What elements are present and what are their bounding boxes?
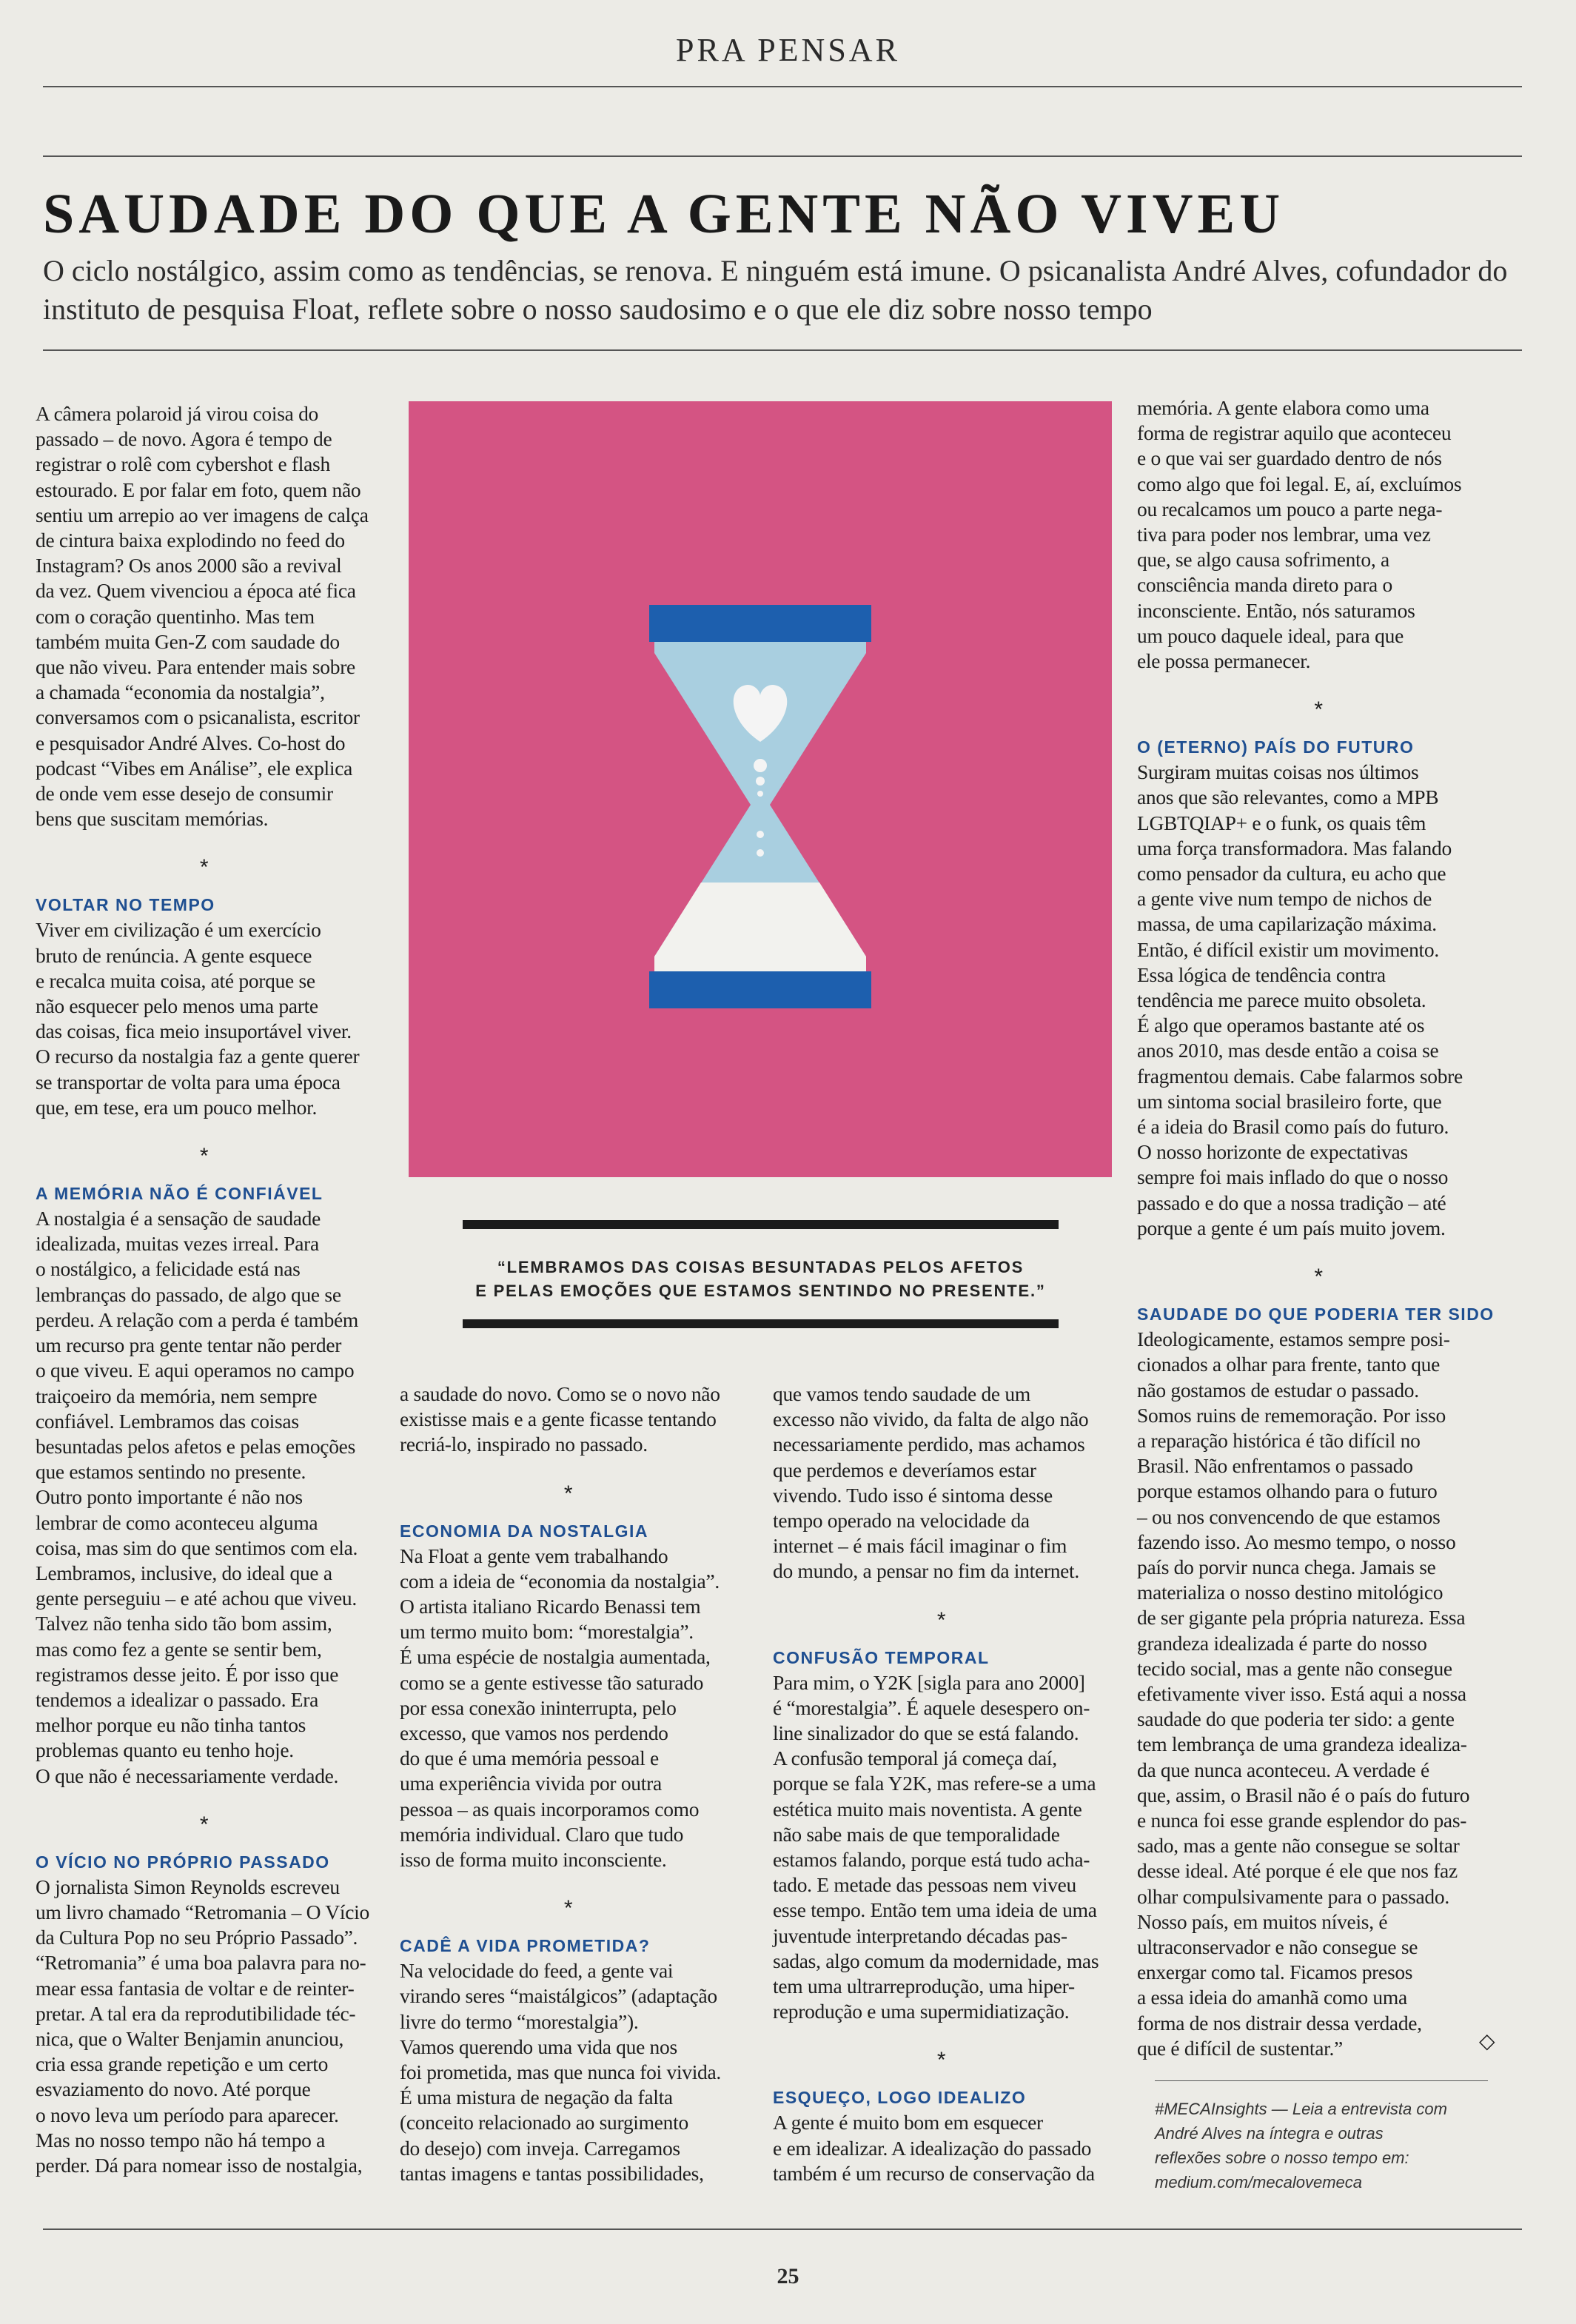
section-separator: * [563, 1896, 573, 1921]
section-heading: O (ETERNO) PAÍS DO FUTURO [1137, 737, 1415, 757]
section-body: A gente é muito bom em esquecer e em idealizar. A idealização do passado também é um recurso de conservação da [773, 2111, 1095, 2185]
footer-rule [43, 2228, 1522, 2230]
section-heading: SAUDADE DO QUE PODERIA TER SIDO [1137, 1305, 1495, 1325]
section-separator: * [199, 855, 209, 880]
section-separator: * [1314, 697, 1323, 723]
article-title: SAUDADE DO QUE A GENTE NÃO VIVEU [43, 183, 1285, 245]
section-heading: CADÊ A VIDA PROMETIDA? [400, 1936, 651, 1956]
pull-quote-top-rule [463, 1220, 1059, 1229]
end-mark-icon: ◇ [1479, 2029, 1495, 2053]
section-body: Ideologicamente, estamos sempre posi- cionados a olhar para frente, tanto que não gostamos de estudar o passado. Somos ruins de rememoração. Por isso a reparação histórica é tão difícil no Brasil. Não enfrentamos o passado porque estamos olhando para o futuro – ou nos convencendo de que estamos fazendo isso. Ao mesmo tempo, o nosso país do porvir nunca chega. Jamais se materializa o nosso destino mitológico de ser gigante pela própria natureza. Essa grandeza idealizada é parte do nosso tecido social, mas a gente não consegue efetivamente viver isso. Está aqui a nossa saudade do que poderia ter sido: a gente tem lembrança de uma grandeza idealiza- da que nunca aconteceu. A verdade é que, assim, o Brasil não é o país do futuro e nunca foi esse grande esplendor do pas- sado, mas a gente não consegue se soltar desse ideal. Até porque é ele que nos faz olhar compulsivamente para o passado. Nosso país, em muitos níveis, é ultraconservador e não consegue se enxergar como tal. Ficamos presos a essa ideia do amanhã como uma forma de nos distrair dessa verdade, que é difícil de sustentar.” [1137, 1327, 1470, 2060]
section-body: a saudade do novo. Como se o novo não existisse mais e a gente ficasse tentando recriá-lo, inspirado no passado. [400, 1382, 720, 1456]
section-body: que vamos tendo saudade de um excesso não vivido, da falta de algo não necessariamente perdido, mas achamos que perdemos e deveríamos estar vivendo. Tudo isso é sintoma desse tempo operado na velocidade da internet – é mais fácil imaginar o fim do mundo, a pensar no fim da internet. [773, 1382, 1089, 1583]
section-heading: A MEMÓRIA NÃO É CONFIÁVEL [36, 1184, 323, 1204]
section-separator: * [563, 1481, 573, 1506]
section-body: Surgiram muitas coisas nos últimos anos que são relevantes, como a MPB LGBTQIAP+ e o funk, os quais têm uma força transformadora. Mas falando como pensador da cultura, eu acho que a gente vive num tempo de nichos de massa, de uma capilarização máxima. Então, é difícil existir um movimento. Essa lógica de tendência contra tendência me parece muito obsoleta. É algo que operamos bastante até os anos 2010, mas desde então a coisa se fragmentou demais. Cabe falarmos sobre um sintoma social brasileiro forte, que é a ideia do Brasil como país do futuro. O nosso horizonte de expectativas sempre foi mais inflado do que o nosso passado e do que a nossa tradição – até porque a gente é um país muito jovem. [1137, 760, 1463, 1239]
pull-quote-bottom-rule [463, 1319, 1059, 1328]
intro-paragraph: A câmera polaroid já virou coisa do passado – de novo. Agora é tempo de registrar o rolê com cybershot e flash estourado. E por falar em foto, quem não sentiu um arrepio ao ver imagens de calça de cintura baixa explodindo no feed do Instagram? Os anos 2000 são a revival da vez. Quem vivenciou a época até fica com o coração quentinho. Mas tem também muita Gen-Z com saudade do que não viveu. Para entender mais sobre a chamada “economia da nostalgia”, conversamos com o psicanalista, escritor e pesquisador André Alves. Co-host do podcast “Vibes em Análise”, ele explica de onde vem esse desejo de consumir bens que suscitam memórias. [36, 402, 369, 831]
section-body: Na Float a gente vem trabalhando com a ideia de “economia da nostalgia”. O artista italiano Ricardo Benassi tem um termo muito bom: “morestalgia”. É uma espécie de nostalgia aumentada, como se a gente estivesse tão saturado por essa conexão ininterrupta, pelo excesso, que vamos nos perdendo do que é uma memória pessoal e uma experiência vivida por outra pessoa – as quais incorporamos como memória individual. Claro que tudo isso de forma muito inconsciente. [400, 1544, 720, 1872]
hourglass-illustration [409, 401, 1112, 1177]
section-separator: * [1314, 1265, 1323, 1290]
insights-note: #MECAInsights — Leia a entrevista com André Alves na íntegra e outras reflexões sobre o nosso tempo em: medium.com/mecalovemeca [1155, 2100, 1447, 2191]
section-separator: * [199, 1812, 209, 1837]
hourglass-icon [409, 401, 1112, 1177]
pull-quote: “LEMBRAMOS DAS COISAS BESUNTADAS PELOS AFETOS E PELAS EMOÇÕES QUE ESTAMOS SENTINDO NO PRESENTE.” [475, 1258, 1046, 1300]
section-body: Viver em civilização é um exercício bruto de renúncia. A gente esquece e recalca muita coisa, até porque se não esquecer pelo menos uma parte das coisas, fica meio insuportável viver. O recurso da nostalgia faz a gente querer se transportar de volta para uma época que, em tese, era um pouco melhor. [36, 918, 360, 1119]
insights-rule [1155, 2080, 1488, 2081]
article-deck: O ciclo nostálgico, assim como as tendências, se renova. E ninguém está imune. O psicanalista André Alves, cofundador do instituto de pesquisa Float, reflete sobre o nosso saudosimo e o que ele diz sobre nosso tempo [43, 254, 1508, 326]
section-label: PRA PENSAR [676, 32, 900, 68]
page-number: 25 [777, 2264, 799, 2288]
section-heading: O VÍCIO NO PRÓPRIO PASSADO [36, 1852, 330, 1872]
column-1 [36, 401, 372, 2178]
title-top-rule [43, 155, 1522, 157]
section-heading: ESQUEÇO, LOGO IDEALIZO [773, 2088, 1027, 2108]
section-heading: ECONOMIA DA NOSTALGIA [400, 1521, 649, 1541]
section-body: Na velocidade do feed, a gente vai virando seres “maistálgicos” (adaptação livre do termo “morestalgia”). Vamos querendo uma vida que nos foi prometida, mas que nunca foi vivida. É uma mistura de negação da falta (conceito relacionado ao surgimento do desejo) com inveja. Carregamos tantas imagens e tantas possibilidades, [400, 1959, 721, 2185]
header-rule [43, 86, 1522, 87]
column-2 [400, 1382, 737, 2186]
section-separator: * [936, 1607, 946, 1633]
column-3 [773, 1382, 1110, 2186]
section-body: O jornalista Simon Reynolds escreveu um livro chamado “Retromania – O Vício da Cultura Pop no seu Próprio Passado”. “Retromania” é uma boa palavra para no- mear essa fantasia de voltar e de reinter- pretar. A tal era da reprodutibilidade téc- nica, que o Walter Benjamin anunciou, cria essa grande repetição e um certo esvaziamento do novo. Até porque o novo leva um período para aparecer. Mas no nosso tempo não há tempo a perder. Dá para nomear isso de nostalgia, [36, 1875, 369, 2177]
section-body: A nostalgia é a sensação de saudade idealizada, muitas vezes irreal. Para o nostálgico, a felicidade está nas lembranças do passado, de algo que se perdeu. A relação com a perda é também um recurso pra gente tentar não perder o que viveu. E aqui operamos no campo traiçoeiro da memória, nem sempre confiável. Lembramos das coisas besuntadas pelos afetos e pelas emoções que estamos sentindo no presente. Outro ponto importante é não nos lembrar de como aconteceu alguma coisa, mas sim do que sentimos com ela. Lembramos, inclusive, do ideal que a gente perseguiu – e até achou que viveu. Talvez não tenha sido tão bom assim, mas como fez a gente se sentir bem, registramos desse jeito. É por isso que tendemos a idealizar o passado. Era melhor porque eu não tinha tantos problemas quanto eu tenho hoje. O que não é necessariamente verdade. [36, 1207, 359, 1787]
section-separator: * [199, 1144, 209, 1169]
section-heading: VOLTAR NO TEMPO [36, 895, 215, 915]
section-heading: CONFUSÃO TEMPORAL [773, 1647, 990, 1667]
deck-rule [43, 349, 1522, 351]
section-body: memória. A gente elabora como uma forma de registrar aquilo que aconteceu e o que vai ser guardado dentro de nós como algo que foi legal. E, aí, excluímos ou recalcamos um pouco a parte nega- tiva para poder nos lembrar, uma vez que, se algo causa sofrimento, a consciência manda direto para o inconsciente. Então, nós saturamos um pouco daquele ideal, para que ele possa permanecer. [1137, 396, 1462, 673]
column-4 [1137, 395, 1500, 2061]
section-body: Para mim, o Y2K [sigla para ano 2000] é “morestalgia”. É aquele desespero on- line sinalizador do que se está falando. A confusão temporal já começa daí, porque se fala Y2K, mas refere-se a uma estética muito mais noventista. A gente não sabe mais de que temporalidade estamos falando, porque está tudo acha- tado. E metade das pessoas nem viveu esse tempo. Então tem uma ideia de uma juventude interpretando décadas pas- sadas, algo comum da modernidade, mas tem uma ultrarreprodução, uma hiper- reprodução e uma supermidiatização. [773, 1670, 1099, 2023]
section-separator: * [936, 2048, 946, 2073]
